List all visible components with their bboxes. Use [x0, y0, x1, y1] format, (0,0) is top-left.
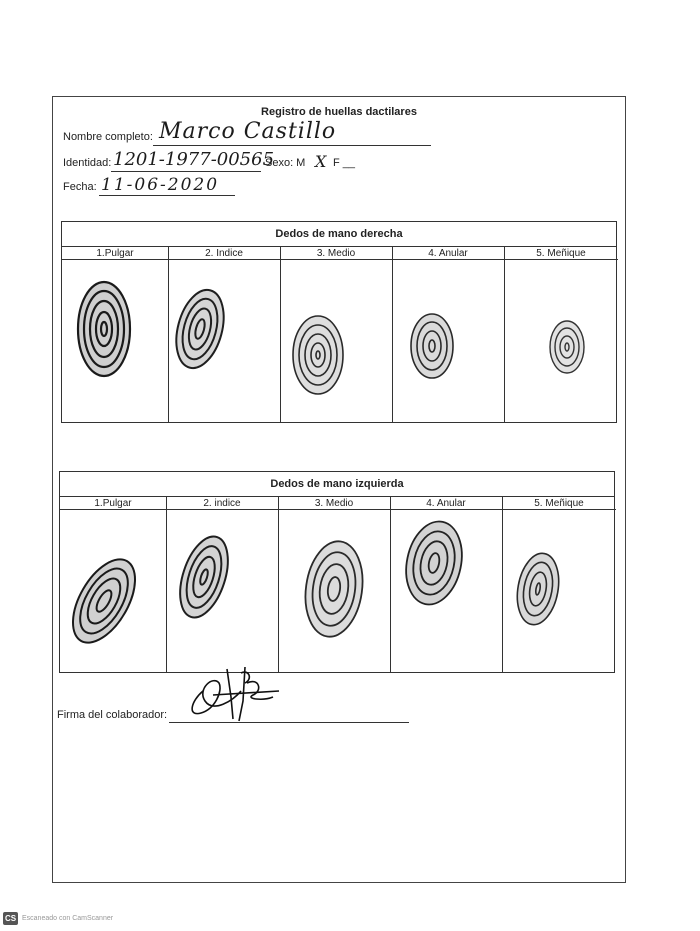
name-value: Marco Castillo	[159, 119, 337, 144]
footer-text: Escaneado con CamScanner	[22, 915, 114, 922]
fingerprint-icon	[74, 279, 134, 379]
name-label: Nombre completo:	[63, 131, 153, 143]
right-col-4: 4. Anular	[392, 246, 504, 260]
fingerprint-icon	[176, 531, 232, 623]
right-hand-title: Dedos de mano derecha	[62, 222, 616, 247]
left-ring-cell	[390, 511, 502, 672]
left-col-2: 2. indice	[166, 496, 278, 510]
left-col-4: 4. Anular	[390, 496, 502, 510]
right-col-5: 5. Meñique	[504, 246, 618, 260]
id-underline	[111, 171, 261, 172]
signature-label: Firma del colaborador:	[57, 709, 168, 721]
right-col-3: 3. Medio	[280, 246, 392, 260]
date-label: Fecha:	[63, 181, 97, 193]
left-hand-title: Dedos de mano izquierda	[60, 472, 614, 497]
sex-mark: X	[315, 152, 327, 171]
fingerprint-icon	[290, 313, 346, 397]
left-hand-table	[59, 471, 615, 673]
name-underline	[153, 145, 431, 146]
fingerprint-icon	[548, 319, 586, 375]
right-middle-cell	[280, 261, 392, 422]
left-middle-cell	[278, 511, 390, 672]
right-ring-cell	[392, 261, 504, 422]
id-label: Identidad:	[63, 157, 112, 169]
fingerprint-icon	[172, 285, 228, 373]
date-underline	[99, 195, 235, 196]
id-value: 1201-1977-00565	[113, 149, 275, 170]
left-col-3: 3. Medio	[278, 496, 390, 510]
left-little-cell	[502, 511, 616, 672]
right-thumb-cell	[62, 261, 168, 422]
signature-drawing	[183, 661, 283, 725]
fingerprint-icon	[514, 549, 562, 629]
date-value: 11-06-2020	[101, 175, 220, 195]
fingerprint-icon	[302, 537, 366, 641]
fingerprint-icon	[64, 551, 144, 651]
left-col-5: 5. Meñique	[502, 496, 616, 510]
right-index-cell	[168, 261, 280, 422]
left-col-1: 1.Pulgar	[60, 496, 166, 510]
sex-f-label: F __	[333, 157, 356, 169]
right-col-1: 1.Pulgar	[62, 246, 168, 260]
fingerprint-icon	[402, 517, 466, 609]
form-title: Registro de huellas dactilares	[261, 106, 417, 118]
right-col-2: 2. Indice	[168, 246, 280, 260]
form-frame	[52, 96, 626, 883]
left-thumb-cell	[60, 511, 166, 672]
sex-label: Sexo: M	[265, 157, 306, 169]
left-index-cell	[166, 511, 278, 672]
right-little-cell	[504, 261, 618, 422]
right-hand-table	[61, 221, 617, 423]
fingerprint-icon	[408, 311, 456, 381]
camscanner-logo: CS	[4, 914, 17, 923]
